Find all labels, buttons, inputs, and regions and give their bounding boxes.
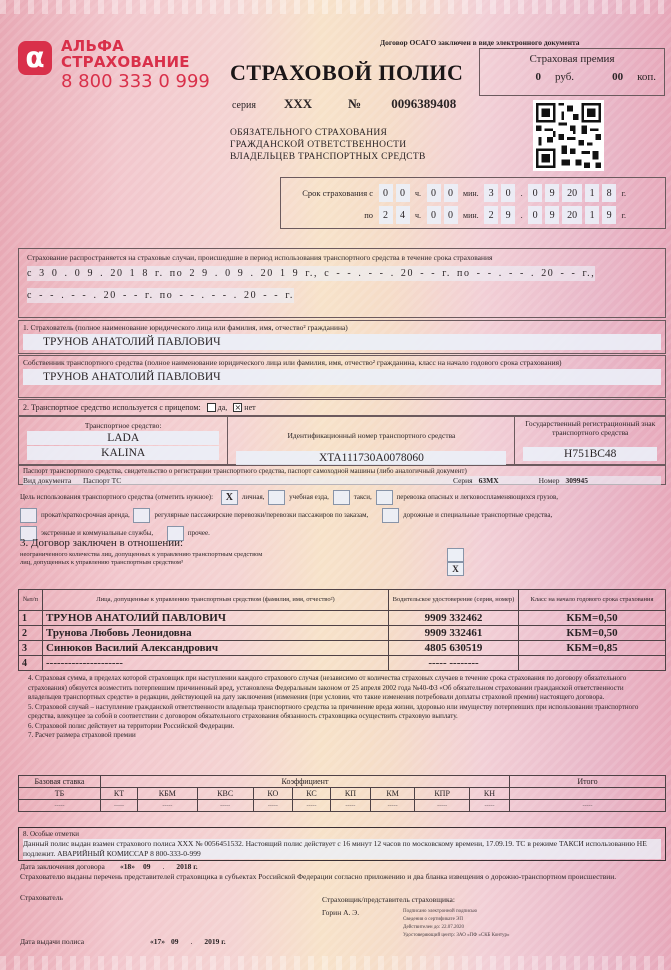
issue-date-label: Дата выдачи полиса <box>20 937 85 946</box>
to-hour-digit-2: 4 <box>396 206 410 224</box>
from-minute-digit-1: 0 <box>427 184 441 202</box>
usage-purpose-section <box>20 488 668 542</box>
signature-line-2: Сведения о сертификате ЭП <box>403 917 463 922</box>
to-year-digit-2: 9 <box>602 206 616 224</box>
premium-title: Страховая премия <box>529 53 615 65</box>
driver-class <box>519 656 666 671</box>
from-year-digit-2: 8 <box>602 184 616 202</box>
purpose-checkbox-dangerous-goods[interactable] <box>376 490 393 505</box>
trailer-label: 2. Транспортное средство используется с прицепом: <box>23 403 201 412</box>
series-value: ХХХ <box>283 96 313 111</box>
clause-4: 4. Страховая сумма, в пределах которой страховщик при наступлении каждого страхового случая (независимо от количества страховых случаев в течение срока страхования по договору обязательного страхования) обязуется возместить потерпевшим причиненный вред, установлена Федеральным законом от 25 апреля 2002 года №40-ФЗ «Об обязательном страховании гражданской ответственности владельцев транспортных средств» в редакции, действующей на дату заключения (изменения (при условии, что такие изменения потребовали доплаты страховой премии) настоящего договора. <box>28 674 627 701</box>
calc-value: ----- <box>19 800 101 812</box>
osago-line-1: ОБЯЗАТЕЛЬНОГО СТРАХОВАНИЯ <box>230 128 388 138</box>
to-month-digit-2: 9 <box>545 206 559 224</box>
owner-name: ТРУНОВ АНАТОЛИЙ ПАВЛОВИЧ <box>23 369 661 385</box>
policyholder-heading: 1. Страхователь (полное наименование юридического лица или фамилия, имя, отчество² гражданина) <box>23 323 348 332</box>
col-header-class: Класс на начало годового срока страхования <box>519 590 666 611</box>
vehicle-make: LADA <box>27 431 219 445</box>
purpose-checkbox-special[interactable] <box>382 508 399 523</box>
from-hour-digit-1: 0 <box>379 184 393 202</box>
purpose-checkbox-training[interactable] <box>268 490 285 505</box>
contract-date-month: 09 <box>143 862 151 871</box>
trailer-no-label: нет <box>244 403 256 412</box>
policy-number: 0096389408 <box>391 96 457 111</box>
calc-col-kp: КП <box>330 788 370 800</box>
purpose-label: Цель использования транспортного средства (отметить нужное): <box>20 493 214 501</box>
electronic-signature-stamp <box>403 908 510 940</box>
calc-total-value: ----- <box>510 800 666 812</box>
to-day-digit-2: 9 <box>501 206 515 224</box>
period-from-label: Срок страхования с <box>302 188 373 198</box>
trailer-section <box>18 399 666 416</box>
drivers-table <box>18 589 666 671</box>
contract-date-label: Дата заключения договора <box>20 862 105 871</box>
brand-name-line1: АЛЬФА <box>61 37 124 55</box>
calc-value: ----- <box>197 800 253 812</box>
from-century: 20 <box>562 184 582 202</box>
purpose-option-other: прочее. <box>187 529 210 537</box>
driver-name: Синюков Василий Александрович <box>43 641 389 656</box>
contract-scope-options <box>20 551 262 567</box>
policy-clauses <box>28 674 658 741</box>
calc-value: ----- <box>253 800 292 812</box>
premium-rub-label: руб. <box>555 71 575 83</box>
policyholder-signature-label: Страхователь <box>20 893 63 902</box>
driver-license: 9909 332462 <box>389 611 519 626</box>
calc-value: ----- <box>101 800 138 812</box>
calc-value: ----- <box>330 800 370 812</box>
qr-code-icon <box>533 100 604 171</box>
contract-date-day: «18» <box>120 862 135 871</box>
alpha-logo-icon: α <box>18 41 52 75</box>
doc-type-label: Вид документа <box>23 476 72 485</box>
col-header-driver-name: Лица, допущенные к управлению транспортным средством (фамилия, имя, отчество²) <box>43 590 389 611</box>
clause-5: 5. Страховой случай – наступление гражданской ответственности владельца транспортного средства за причинение вреда жизни, здоровью или имуществу потерпевших при использовании транспортного средства, влекущее за собой в соответствии с договором обязательного страхования обязанность страховщика осуществить страховую выплату. <box>28 702 639 720</box>
trailer-yes-checkbox[interactable] <box>207 403 216 412</box>
driver-class: КБМ=0,50 <box>519 611 666 626</box>
driver-license: 4805 630519 <box>389 641 519 656</box>
issue-date: Дата выдачи полиса «17» 09 . 2019 г. <box>20 937 226 946</box>
calc-value: ----- <box>293 800 331 812</box>
vehicle-section <box>18 416 666 465</box>
from-month-digit-2: 9 <box>545 184 559 202</box>
from-hour-digit-2: 0 <box>396 184 410 202</box>
driver-number: 4 <box>19 656 43 671</box>
trailer-no-checkbox[interactable]: × <box>234 403 242 412</box>
period-to-label: по <box>364 210 373 220</box>
owner-section <box>18 355 666 398</box>
series-label: серия <box>232 100 256 111</box>
base-rate-header: Базовая ставка <box>19 776 101 788</box>
vehicle-header: Транспортное средство: <box>84 421 162 430</box>
scope-limited-checkbox[interactable]: X <box>447 562 464 576</box>
table-row <box>19 611 666 626</box>
to-century: 20 <box>562 206 582 224</box>
calc-value: ----- <box>415 800 470 812</box>
issued-documents-notice: Страхователю выданы перечень представителей страховщика в субъектах Российской Федерации согласно приложению и два бланка извещения о дорожно-транспортном происшествии. <box>20 872 617 881</box>
table-row <box>19 626 666 641</box>
calc-col-kn: КН <box>469 788 509 800</box>
drivers-table-header <box>19 590 666 611</box>
purpose-option-special: дорожные и специальные транспортные средства, <box>403 511 553 519</box>
premium-calculation-table <box>18 775 666 812</box>
insurance-premium-box <box>479 48 665 96</box>
scope-unlimited-label: неограниченного количества лиц, допущенных к управлению транспортным средством <box>20 551 263 558</box>
table-row <box>19 641 666 656</box>
brand-phone: 8 800 333 0 999 <box>61 71 210 92</box>
to-year-digit-1: 1 <box>585 206 599 224</box>
policyholder-name: ТРУНОВ АНАТОЛИЙ ПАВЛОВИЧ <box>23 334 661 350</box>
driver-name: --------------------- <box>43 656 389 671</box>
insurer-representative-name: Горин А. Э. <box>322 908 360 917</box>
document-title: СТРАХОВОЙ ПОЛИС <box>230 60 464 85</box>
period-from-row: Срок страхования с 0 0 ч. 0 0 мин. 3 0 . 0 9 20 1 8 г. <box>281 182 665 204</box>
insurer-signature-label: Страховщик/представитель страховщика: <box>322 895 455 904</box>
contract-scope-checkboxes <box>447 548 464 576</box>
driver-name: ТРУНОВ АНАТОЛИЙ ПАВЛОВИЧ <box>43 611 389 626</box>
minutes-label: мин. <box>463 188 479 198</box>
special-notes-text: Данный полис выдан взамен страхового полиса ХХХ № 0056451532. Настоящий полис действует с 16 минут 12 часов по московскому времени, 17.09.19. ТС в режиме ТАКСИ использованию НЕ подлежит. АВАРИЙНЫЙ КОМИССАР 8 800-333-0-999 <box>23 839 661 859</box>
osago-line-3: ВЛАДЕЛЬЦЕВ ТРАНСПОРТНЫХ СРЕДСТВ <box>230 152 426 162</box>
purpose-checkbox-taxi[interactable] <box>333 490 350 505</box>
purpose-option-emergency: экстренные и коммунальные службы, <box>41 529 154 537</box>
calc-col-ks: КС <box>293 788 331 800</box>
contract-date-year: 2018 г. <box>176 862 198 871</box>
purpose-option-taxi: такси, <box>353 493 372 501</box>
from-month-digit-1: 0 <box>528 184 542 202</box>
to-minute-digit-2: 0 <box>444 206 458 224</box>
year-suffix: г. <box>621 188 627 198</box>
coefficient-header: Коэффициент <box>101 776 510 788</box>
calc-col-kvs: КВС <box>197 788 253 800</box>
usage-line-1-text: с 3 0 . 0 9 . 20 1 8 г. по 2 9 . 0 9 . 20 1 9 г., с - - . - - . 20 - - г. по - - . - - . 20 - - г., <box>27 268 596 279</box>
calc-col-kt: КТ <box>101 788 138 800</box>
driver-license: 9909 332461 <box>389 626 519 641</box>
calc-columns-row <box>19 788 666 800</box>
special-notes-section <box>18 827 666 861</box>
calc-value: ----- <box>469 800 509 812</box>
passport-number-value: 309945 <box>565 476 588 485</box>
number-label: № <box>348 96 362 111</box>
usage-period-line-2 <box>27 285 657 306</box>
osago-subtitle <box>230 127 426 163</box>
purpose-checkbox-passenger[interactable] <box>133 508 150 523</box>
hours-label: ч. <box>415 188 422 198</box>
vehicle-passport-section <box>18 465 666 485</box>
driver-number: 2 <box>19 626 43 641</box>
col-header-license: Водительское удостоверение (серия, номер) <box>389 590 519 611</box>
usage-line-2-text: с - - . - - . 20 - - г. по - - . - - . 20 - - г. <box>27 290 294 301</box>
contract-date: Дата заключения договора «18» 09 . 2018 г. <box>20 862 198 871</box>
col-header-number: №п/п <box>19 590 43 611</box>
clause-7: 7. Расчет размера страховой премии <box>28 731 136 739</box>
vehicle-model: KALINA <box>27 446 219 460</box>
usage-period-heading: Страхование распространяется на страховые случаи, происшедшие в период использования транспортного средства в течение срока страхования <box>27 253 493 262</box>
passport-number-label: Номер <box>538 476 560 485</box>
premium-kop-value: 00 <box>612 71 624 83</box>
doc-type-value: Паспорт ТС <box>83 476 122 485</box>
insurance-period-box <box>280 177 666 229</box>
driver-license: ----- -------- <box>389 656 519 671</box>
contract-scope-heading: 3. Договор заключен в отношении: <box>20 537 184 549</box>
minutes-label: мин. <box>463 210 479 220</box>
table-row <box>19 656 666 671</box>
usage-period-line-1 <box>27 263 657 284</box>
vehicle-plate: H751BC48 <box>523 447 657 461</box>
period-to-row: по 2 4 ч. 0 0 мин. 2 9 . 0 9 20 1 9 г. <box>281 204 665 226</box>
signature-line-3: Действителен до: 22.07.2020 <box>403 925 465 930</box>
passport-heading: Паспорт транспортного средства, свидетельство о регистрации транспортного средства, паспорт самоходной машины (либо аналогичный документ) <box>23 467 467 475</box>
purpose-checkbox-personal[interactable]: X <box>221 490 238 505</box>
trailer-yes-label: да, <box>217 403 228 412</box>
driver-class: КБМ=0,50 <box>519 626 666 641</box>
decorative-border-top <box>0 0 671 14</box>
from-minute-digit-2: 0 <box>444 184 458 202</box>
year-suffix: г. <box>621 210 627 220</box>
scope-limited-label: лиц, допущенных к управлению транспортным средством³ <box>20 559 183 566</box>
osago-line-2: ГРАЖДАНСКОЙ ОТВЕТСТВЕННОСТИ <box>230 140 407 150</box>
calc-values-row <box>19 800 666 812</box>
purpose-option-rental: прокат/краткосрочная аренда, <box>41 511 130 519</box>
issue-date-month: 09 <box>171 937 179 946</box>
calc-value: ----- <box>138 800 198 812</box>
hours-label: ч. <box>415 210 422 220</box>
from-year-digit-1: 1 <box>585 184 599 202</box>
driver-class: КБМ=0,85 <box>519 641 666 656</box>
special-notes-heading: 8. Особые отметки <box>23 830 79 838</box>
to-hour-digit-1: 2 <box>379 206 393 224</box>
clause-6: 6. Страховой полис действует на территории Российской Федерации. <box>28 721 235 730</box>
insurer-logo <box>18 38 210 93</box>
brand-name-line2: СТРАХОВАНИЕ <box>61 53 190 71</box>
scope-unlimited-checkbox[interactable] <box>447 548 464 562</box>
to-day-digit-1: 2 <box>484 206 498 224</box>
driver-number: 1 <box>19 611 43 626</box>
calc-col-kbm: КБМ <box>138 788 198 800</box>
premium-kop-label: коп. <box>637 71 656 83</box>
vehicle-vin: XTA111730A0078060 <box>236 451 506 465</box>
purpose-option-personal: личная, <box>241 493 265 501</box>
electronic-contract-note: Договор ОСАГО заключен в виде электронного документа <box>380 38 580 47</box>
owner-heading: Собственник транспортного средства (полное наименование юридического лица или фамилия, имя, отчество² гражданина, класс на начало годового срока страхования) <box>23 358 562 367</box>
plate-header: Государственный регистрационный знак транспортного средства <box>525 419 656 437</box>
calc-col-ko: КО <box>253 788 292 800</box>
calc-col-kpr: КПР <box>415 788 470 800</box>
driver-number: 3 <box>19 641 43 656</box>
from-day-digit-2: 0 <box>501 184 515 202</box>
premium-rub-value: 0 <box>535 71 541 83</box>
purpose-option-training: учебная езда, <box>289 493 329 501</box>
calc-value: ----- <box>370 800 414 812</box>
total-header: Итого <box>510 776 666 788</box>
signature-line-4: Удостоверяющий центр: ЗАО «ПФ «СКБ Контур» <box>403 933 510 938</box>
to-month-digit-1: 0 <box>528 206 542 224</box>
calc-header-row <box>19 776 666 788</box>
policy-series-number <box>232 96 492 112</box>
passport-series-value: 63МХ <box>478 476 499 485</box>
calc-col-tb: ТБ <box>19 788 101 800</box>
usage-period-box <box>18 248 666 318</box>
issue-date-year: 2019 г. <box>204 937 226 946</box>
purpose-option-dangerous-goods: перевозка опасных и легковоспламеняющихся грузов, <box>396 493 559 501</box>
purpose-option-passenger: регулярные пассажирские перевозки/перевозки пассажиров по заказам, <box>154 511 369 519</box>
decorative-border-bottom <box>0 956 671 970</box>
driver-name: Трунова Любовь Леонидовна <box>43 626 389 641</box>
signature-line-1: Подписано электронной подписью <box>403 909 478 914</box>
to-minute-digit-1: 0 <box>427 206 441 224</box>
policyholder-section <box>18 320 666 354</box>
issue-date-day: «17» <box>150 937 165 946</box>
vin-header: Идентификационный номер транспортного средства <box>287 431 456 440</box>
calc-col-km: КМ <box>370 788 414 800</box>
purpose-checkbox-rental[interactable] <box>20 508 37 523</box>
passport-series-label: Серия <box>453 476 473 485</box>
from-day-digit-1: 3 <box>484 184 498 202</box>
